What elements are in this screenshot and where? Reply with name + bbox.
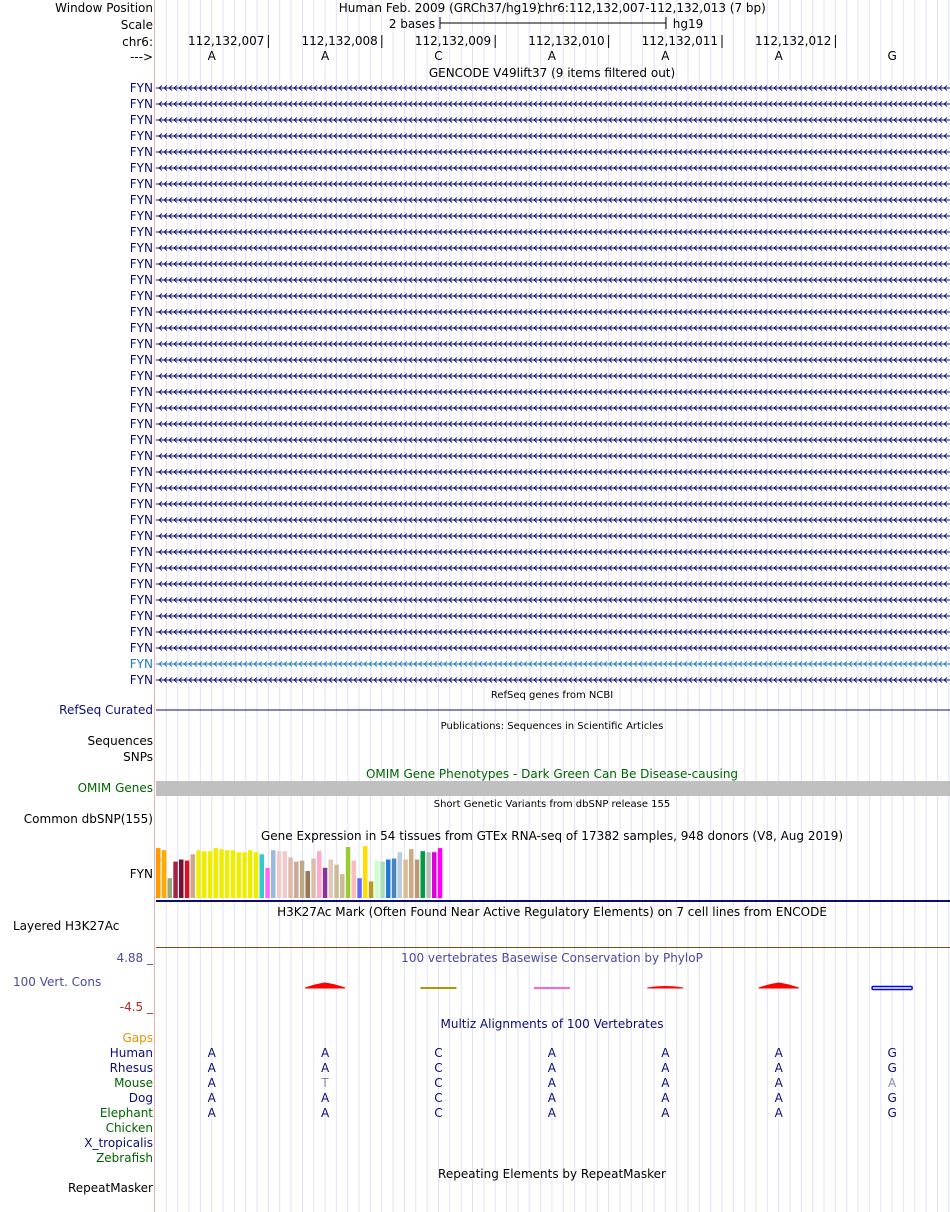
gtex-tissue-bar [357, 878, 362, 898]
gtex-tissue-bar [173, 862, 178, 898]
gtex-tissue-bar [231, 850, 236, 898]
gencode-transcript-label[interactable]: FYN [129, 97, 153, 111]
gencode-transcript-label[interactable]: FYN [129, 225, 153, 239]
multiz-base: A [547, 1091, 556, 1105]
multiz-track-title: Multiz Alignments of 100 Vertebrates [440, 1017, 664, 1031]
multiz-base: A [661, 1106, 670, 1120]
gencode-transcript-label[interactable]: FYN [129, 241, 153, 255]
gencode-transcript-label[interactable]: FYN [129, 129, 153, 143]
refseq-track-label[interactable]: RefSeq Curated [59, 703, 153, 717]
multiz-species-label[interactable]: Rhesus [109, 1061, 153, 1075]
multiz-base: A [661, 1046, 670, 1060]
multiz-base: A [320, 1061, 330, 1075]
gtex-tissue-bar [294, 862, 299, 898]
multiz-base: A [207, 1046, 216, 1060]
gtex-tissue-bar [225, 850, 230, 898]
multiz-base: A [207, 1091, 216, 1105]
gencode-transcript-label[interactable]: FYN [129, 305, 153, 319]
scale-db-text: hg19 [672, 17, 704, 31]
gtex-tissue-bar [409, 849, 414, 898]
gencode-transcript-label[interactable]: FYN [129, 321, 153, 335]
phylop-peak [305, 983, 345, 988]
multiz-base: C [434, 1076, 443, 1090]
gencode-transcript-label[interactable]: FYN [129, 481, 153, 495]
dbsnp-track-label[interactable]: Common dbSNP(155) [23, 812, 153, 826]
scale-label: Scale [120, 18, 153, 32]
multiz-base: A [547, 1046, 556, 1060]
gtex-tissue-bar [242, 852, 247, 898]
gtex-tissue-bar [421, 851, 426, 898]
gtex-tissue-bar [260, 854, 265, 898]
multiz-base: A [207, 1106, 216, 1120]
phylop-negative-peak [872, 987, 912, 990]
gtex-tissue-bar [352, 861, 357, 898]
gtex-tissue-bar [346, 847, 351, 898]
repeatmasker-track-label[interactable]: RepeatMasker [67, 1181, 153, 1195]
gtex-tissue-bar [369, 881, 374, 898]
gencode-transcript-label[interactable]: FYN [129, 177, 153, 191]
multiz-species-label[interactable]: Chicken [105, 1121, 153, 1135]
multiz-species-label[interactable]: Elephant [99, 1106, 153, 1120]
gtex-tissue-bar [403, 860, 408, 899]
gencode-transcript-label[interactable]: FYN [129, 257, 153, 271]
gtex-tissue-bar [398, 852, 403, 898]
gtex-tissue-bar [426, 852, 431, 898]
gtex-tissue-bar [265, 868, 270, 898]
multiz-species-label[interactable]: Mouse [114, 1076, 153, 1090]
gtex-tissue-bar [329, 860, 334, 899]
scale-text: 2 bases [388, 17, 436, 31]
gencode-transcript-label[interactable]: FYN [129, 417, 153, 431]
ruler-tick-label: 112,132,009 [414, 34, 492, 48]
gencode-transcript-label[interactable]: FYN [129, 657, 153, 671]
gencode-transcript-label[interactable]: FYN [129, 561, 153, 575]
multiz-base: A [774, 1061, 783, 1075]
gtex-tissue-bar [191, 854, 196, 898]
gencode-transcript-label[interactable]: FYN [129, 401, 153, 415]
gtex-tissue-bar [208, 851, 213, 898]
ruler-tick-label: 112,132,008 [301, 34, 378, 48]
gencode-transcript-label[interactable]: FYN [129, 513, 153, 527]
gtex-tissue-bar [254, 852, 258, 898]
multiz-base: A [774, 1106, 783, 1120]
ruler-base: A [547, 49, 556, 63]
gencode-transcript-label[interactable]: FYN [129, 113, 153, 127]
refseq-track-title: RefSeq genes from NCBI [490, 690, 614, 701]
multiz-gaps-label[interactable]: Gaps [122, 1031, 153, 1045]
ruler-base: G [887, 49, 897, 63]
gtex-tissue-bar [380, 862, 385, 898]
gencode-transcript-label[interactable]: FYN [129, 145, 153, 159]
ruler-base: A [774, 49, 783, 63]
strand-label: ---> [129, 50, 153, 64]
multiz-base: A [207, 1076, 216, 1090]
multiz-base: A [547, 1076, 556, 1090]
gencode-transcript-label[interactable]: FYN [129, 161, 153, 175]
gencode-transcript-label[interactable]: FYN [129, 273, 153, 287]
multiz-base: A [774, 1076, 783, 1090]
ruler-base: A [207, 49, 216, 63]
gtex-track-label[interactable]: FYN [129, 867, 153, 881]
omim-gene-bar [156, 781, 950, 796]
multiz-base: G [887, 1046, 897, 1060]
gtex-tissue-bar [323, 868, 328, 898]
repeatmasker-track-title: Repeating Elements by RepeatMasker [438, 1167, 666, 1181]
multiz-base: A [320, 1106, 330, 1120]
gtex-tissue-bar [196, 850, 201, 898]
assembly-text: Human Feb. 2009 (GRCh37/hg19) [338, 1, 542, 15]
gtex-tissue-bar [271, 850, 276, 898]
omim-track-title: OMIM Gene Phenotypes - Dark Green Can Be Disease-causing [365, 767, 739, 781]
gtex-tissue-bar [288, 857, 293, 898]
phylop-track-label[interactable]: 100 Vert. Cons [13, 975, 102, 989]
gencode-transcript-label[interactable]: FYN [129, 209, 153, 223]
gencode-transcript-label[interactable]: FYN [129, 497, 153, 511]
multiz-base: A [661, 1061, 670, 1075]
gencode-transcript-label[interactable]: FYN [129, 369, 153, 383]
multiz-base: C [434, 1061, 443, 1075]
multiz-species-label[interactable]: Human [109, 1046, 153, 1060]
multiz-base: A [320, 1091, 330, 1105]
ruler-tick-label: 112,132,007 [188, 34, 265, 48]
phylop-peak [759, 983, 799, 988]
gtex-tissue-bar [438, 848, 443, 898]
ruler-tick-label: 112,132,012 [755, 34, 832, 48]
gtex-tissue-bar [392, 859, 397, 899]
gtex-tissue-bar [162, 850, 167, 898]
gencode-transcript-label[interactable]: FYN [129, 673, 153, 687]
gencode-transcript-label[interactable]: FYN [129, 465, 153, 479]
ruler-base: C [434, 49, 443, 63]
gencode-transcript-label[interactable]: FYN [129, 337, 153, 351]
h3k27ac-track-title: H3K27Ac Mark (Often Found Near Active Regulatory Elements) on 7 cell lines from ENCODE [277, 905, 827, 919]
gencode-transcript-label[interactable]: FYN [129, 529, 153, 543]
multiz-base: G [887, 1061, 897, 1075]
gtex-tissue-bar [185, 861, 190, 898]
multiz-base: T [321, 1076, 329, 1090]
gencode-transcript-label[interactable]: FYN [129, 433, 153, 447]
gencode-transcript-label[interactable]: FYN [129, 641, 153, 655]
gencode-transcript-label[interactable]: FYN [129, 193, 153, 207]
gtex-tissue-bar [300, 861, 305, 898]
position-text: chr6:112,132,007-112,132,013 (7 bp) [538, 1, 766, 15]
gtex-tissue-bar [386, 860, 391, 899]
gtex-tissue-bar [214, 848, 219, 898]
multiz-species-label[interactable]: Zebrafish [96, 1151, 153, 1165]
multiz-base: A [774, 1091, 783, 1105]
gtex-tissue-bar [311, 859, 316, 899]
ruler-tick-label: 112,132,011 [641, 34, 718, 48]
gtex-tissue-bar [334, 865, 339, 898]
chrom-label: chr6: [122, 35, 153, 49]
gtex-tissue-bar [202, 851, 207, 898]
gencode-transcript-label[interactable]: FYN [129, 625, 153, 639]
gtex-tissue-bar [317, 851, 322, 898]
publications-sequences-label[interactable]: Sequences [87, 734, 153, 748]
gtex-tissue-bar [277, 851, 282, 898]
gencode-transcript-label[interactable]: FYN [129, 353, 153, 367]
gencode-track-title: GENCODE V49lift37 (9 items filtered out) [428, 66, 676, 80]
multiz-base: C [434, 1106, 443, 1120]
multiz-base: A [547, 1106, 556, 1120]
gencode-transcript-label[interactable]: FYN [129, 577, 153, 591]
multiz-base: A [661, 1091, 670, 1105]
publications-snps-label[interactable]: SNPs [123, 750, 153, 764]
publications-track-title: Publications: Sequences in Scientific Articles [440, 721, 664, 732]
gtex-tissue-bar [156, 848, 161, 898]
multiz-base: A [774, 1046, 783, 1060]
multiz-base: G [887, 1106, 897, 1120]
gencode-transcript-label[interactable]: FYN [129, 593, 153, 607]
gtex-tissue-bar [375, 861, 380, 898]
gtex-tissue-bar [306, 871, 311, 898]
gtex-tissue-bar [248, 850, 253, 898]
gencode-transcript-label[interactable]: FYN [129, 81, 153, 95]
multiz-base: A [547, 1061, 556, 1075]
gtex-tissue-bar [363, 846, 368, 898]
phylop-max-label: 4.88 _ [116, 951, 153, 965]
gtex-tissue-bar [179, 860, 184, 899]
multiz-species-label[interactable]: X_tropicalis [84, 1136, 153, 1150]
gencode-transcript-label[interactable]: FYN [129, 609, 153, 623]
gencode-transcript-label[interactable]: FYN [129, 449, 153, 463]
multiz-base: C [434, 1091, 443, 1105]
multiz-base: C [434, 1046, 443, 1060]
gencode-transcript-label[interactable]: FYN [129, 289, 153, 303]
gtex-tissue-bar [340, 874, 345, 898]
multiz-base: A [320, 1046, 330, 1060]
gencode-transcript-label[interactable]: FYN [129, 385, 153, 399]
dbsnp-track-title: Short Genetic Variants from dbSNP release 155 [433, 799, 671, 810]
multiz-base: A [661, 1076, 670, 1090]
window-position-label: Window Position [55, 1, 153, 15]
ruler-base: A [320, 49, 330, 63]
omim-track-label[interactable]: OMIM Genes [77, 781, 153, 795]
gtex-tissue-bar [283, 851, 288, 898]
gtex-tissue-bar [432, 852, 437, 898]
gtex-tissue-bar [219, 849, 224, 898]
gtex-tissue-bar [237, 852, 242, 898]
gtex-tissue-bar [415, 860, 420, 899]
phylop-peak [647, 987, 683, 989]
multiz-species-label[interactable]: Dog [128, 1091, 153, 1105]
phylop-min-label: -4.5 _ [119, 1000, 153, 1014]
gtex-tissue-bar [168, 878, 173, 898]
ruler-base: A [661, 49, 670, 63]
multiz-base: A [887, 1076, 897, 1090]
gtex-track-title: Gene Expression in 54 tissues from GTEx RNA-seq of 17382 samples, 948 donors (V8, Aug 2019) [260, 829, 844, 843]
multiz-base: G [887, 1091, 897, 1105]
gencode-transcript-label[interactable]: FYN [129, 545, 153, 559]
ruler-tick-label: 112,132,010 [528, 34, 605, 48]
multiz-base: A [207, 1061, 216, 1075]
h3k27ac-track-label[interactable]: Layered H3K27Ac [13, 919, 120, 933]
phylop-track-title: 100 vertebrates Basewise Conservation by PhyloP [401, 951, 703, 965]
